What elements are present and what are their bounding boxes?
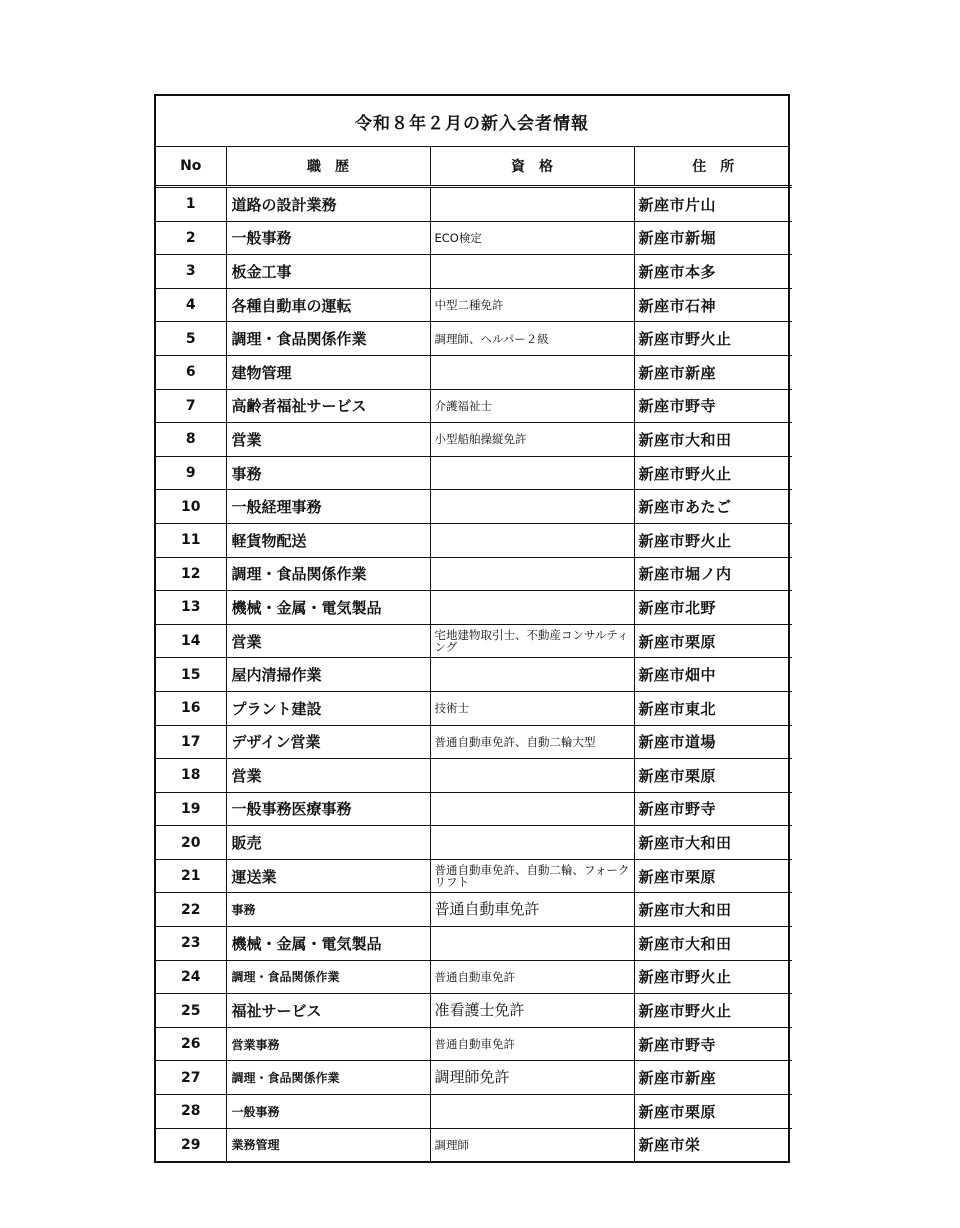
table-header-row [156,147,792,187]
table-row [156,557,792,591]
row-qualification: ECO検定 [430,221,634,255]
row-qualification [430,1095,634,1129]
row-qualification: 技術士 [430,691,634,725]
row-job: 一般事務 [226,1095,430,1129]
row-qualification [430,658,634,692]
row-job: 軽貨物配送 [226,523,430,557]
table-row [156,826,792,860]
row-job: 調理・食品関係作業 [226,557,430,591]
table-row [156,389,792,423]
table-row [156,1027,792,1061]
row-address: 新座市野寺 [634,1027,792,1061]
row-job: 一般経理事務 [226,490,430,524]
row-qualification [430,826,634,860]
row-no: 28 [156,1095,226,1129]
row-no: 19 [156,792,226,826]
table-row [156,221,792,255]
table-row [156,759,792,793]
row-address: 新座市野火止 [634,322,792,356]
table-row [156,355,792,389]
table-row [156,658,792,692]
row-address: 新座市東北 [634,691,792,725]
row-qualification: 普通自動車免許 [430,1027,634,1061]
row-job: 調理・食品関係作業 [226,1061,430,1095]
row-address: 新座市野火止 [634,960,792,994]
row-qualification [430,490,634,524]
row-qualification [430,456,634,490]
row-no: 29 [156,1128,226,1161]
row-address: 新座市畑中 [634,658,792,692]
row-no: 15 [156,658,226,692]
row-job: デザイン営業 [226,725,430,759]
table-row [156,591,792,625]
row-address: 新座市新座 [634,1061,792,1095]
row-address: 新座市野火止 [634,523,792,557]
member-table [156,147,792,1161]
row-address: 新座市石神 [634,288,792,322]
row-job: 高齢者福祉サービス [226,389,430,423]
row-no: 3 [156,255,226,289]
table-row [156,490,792,524]
row-no: 17 [156,725,226,759]
row-address: 新座市栄 [634,1128,792,1161]
row-job: 事務 [226,893,430,927]
row-no: 26 [156,1027,226,1061]
table-row [156,994,792,1028]
table-row [156,288,792,322]
header-qualification: 資 格 [430,147,634,187]
row-no: 22 [156,893,226,927]
row-no: 16 [156,691,226,725]
row-address: 新座市本多 [634,255,792,289]
row-job: 事務 [226,456,430,490]
row-no: 4 [156,288,226,322]
row-address: 新座市栗原 [634,859,792,893]
row-address: 新座市野寺 [634,792,792,826]
row-no: 5 [156,322,226,356]
document-title: 令和８年２月の新入会者情報 [156,96,788,147]
row-qualification: 普通自動車免許 [430,960,634,994]
row-no: 10 [156,490,226,524]
table-row [156,960,792,994]
row-qualification: 中型二種免許 [430,288,634,322]
row-address: 新座市堀ノ内 [634,557,792,591]
row-address: 新座市あたご [634,490,792,524]
row-no: 9 [156,456,226,490]
row-no: 13 [156,591,226,625]
table-row [156,691,792,725]
row-address: 新座市新座 [634,355,792,389]
row-job: 調理・食品関係作業 [226,322,430,356]
table-row [156,423,792,457]
row-job: 運送業 [226,859,430,893]
row-job: 一般事務医療事務 [226,792,430,826]
row-qualification [430,591,634,625]
row-job: 板金工事 [226,255,430,289]
row-no: 14 [156,624,226,658]
table-row [156,725,792,759]
row-address: 新座市大和田 [634,893,792,927]
row-no: 7 [156,389,226,423]
row-job: 営業 [226,423,430,457]
row-address: 新座市野火止 [634,994,792,1028]
table-row [156,927,792,961]
row-qualification: 宅地建物取引士、不動産コンサルティング [430,624,634,658]
table-row [156,792,792,826]
row-qualification: 准看護士免許 [430,994,634,1028]
row-no: 27 [156,1061,226,1095]
row-job: 機械・金属・電気製品 [226,927,430,961]
row-no: 12 [156,557,226,591]
header-no: No [156,147,226,187]
header-job: 職 歴 [226,147,430,187]
row-job: 調理・食品関係作業 [226,960,430,994]
row-address: 新座市大和田 [634,423,792,457]
row-address: 新座市栗原 [634,1095,792,1129]
row-no: 24 [156,960,226,994]
row-address: 新座市新堀 [634,221,792,255]
row-no: 8 [156,423,226,457]
member-info-sheet [154,94,790,1163]
row-qualification [430,759,634,793]
row-qualification [430,355,634,389]
table-row [156,893,792,927]
row-address: 新座市道場 [634,725,792,759]
row-no: 21 [156,859,226,893]
row-no: 23 [156,927,226,961]
row-no: 1 [156,187,226,222]
row-address: 新座市野寺 [634,389,792,423]
table-row [156,456,792,490]
row-qualification: 介護福祉士 [430,389,634,423]
row-address: 新座市栗原 [634,759,792,793]
row-no: 11 [156,523,226,557]
row-qualification [430,187,634,222]
table-row [156,859,792,893]
row-job: 販売 [226,826,430,860]
row-address: 新座市野火止 [634,456,792,490]
row-job: 各種自動車の運転 [226,288,430,322]
row-job: 建物管理 [226,355,430,389]
row-job: 機械・金属・電気製品 [226,591,430,625]
row-no: 20 [156,826,226,860]
table-row [156,523,792,557]
row-address: 新座市北野 [634,591,792,625]
row-qualification: 調理師、ヘルパー２級 [430,322,634,356]
table-row [156,187,792,222]
header-address: 住 所 [634,147,792,187]
row-qualification: 調理師免許 [430,1061,634,1095]
row-address: 新座市大和田 [634,826,792,860]
row-job: 営業事務 [226,1027,430,1061]
row-job: 営業 [226,759,430,793]
row-qualification [430,523,634,557]
row-job: 福祉サービス [226,994,430,1028]
row-qualification: 小型船舶操縦免許 [430,423,634,457]
table-row [156,1095,792,1129]
row-no: 2 [156,221,226,255]
row-qualification: 普通自動車免許 [430,893,634,927]
row-qualification: 調理師 [430,1128,634,1161]
row-job: 屋内清掃作業 [226,658,430,692]
row-address: 新座市栗原 [634,624,792,658]
row-job: 業務管理 [226,1128,430,1161]
table-row [156,322,792,356]
row-address: 新座市片山 [634,187,792,222]
row-qualification: 普通自動車免許、自動二輪、フォークリフト [430,859,634,893]
row-no: 25 [156,994,226,1028]
row-job: 営業 [226,624,430,658]
row-no: 6 [156,355,226,389]
row-qualification [430,792,634,826]
row-job: プラント建設 [226,691,430,725]
table-row [156,255,792,289]
row-job: 道路の設計業務 [226,187,430,222]
row-job: 一般事務 [226,221,430,255]
row-no: 18 [156,759,226,793]
table-row [156,1061,792,1095]
table-row [156,624,792,658]
row-address: 新座市大和田 [634,927,792,961]
row-qualification [430,557,634,591]
row-qualification [430,255,634,289]
row-qualification [430,927,634,961]
table-row [156,1128,792,1161]
row-qualification: 普通自動車免許、自動二輪大型 [430,725,634,759]
